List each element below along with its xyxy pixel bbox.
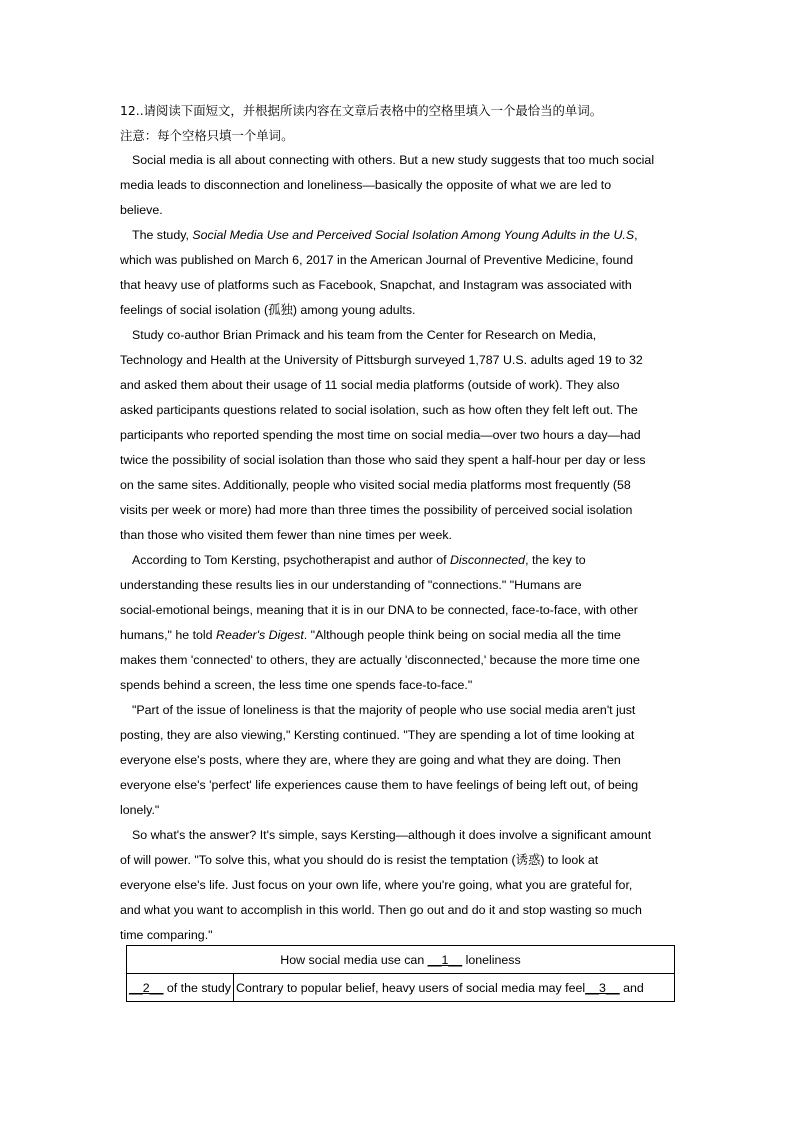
table-content-cell: Contrary to popular belief, heavy users of social media may feel__3__ and <box>233 974 674 1002</box>
paragraph-3: Study co-author Brian Primack and his team from the Center for Research on Media, Technology and Health at the University of Pittsburgh surveyed 1,787 U.S. adults aged 19 to 32 and asked them about their usage of 11 social media platforms (outside of work). They also asked participants questions related to social isolation, such as how often they felt left out. The participants who reported spending the most time on social media—over two hours a day—had twice the possibility of social isolation than those who said they spent a half-hour per day or less on the same sites. Additionally, people who visited social media platforms most frequently (58 visits per week or more) had more than three times the possibility of perceived social isolation than those who visited them fewer than nine times per week. <box>120 328 646 542</box>
document-page <box>120 98 675 948</box>
blank-2[interactable]: __2__ <box>129 980 164 995</box>
book-title: Disconnected <box>449 553 526 567</box>
paragraph-1: Social media is all about connecting with others. But a new study suggests that too much social media leads to disconnection and loneliness—basically the opposite of what we are led to believe. <box>120 153 655 217</box>
study-title: Social Media Use and Perceived Social Isolation Among Young Adults in the U.S <box>192 228 635 242</box>
paragraph-6: So what's the answer? It's simple, says Kersting—although it does involve a significant amount of will power. "To solve this, what you should do is resist the temptation (诱惑) to look at everyone else's life. Just focus on your own life, where you're going, what you are grateful for, and what you want to accomplish in this world. Then go out and do it and stop wasting so much time comparing." <box>120 828 652 942</box>
paragraph-4: According to Tom Kersting, psychotherapist and author of Disconnected, the key to understanding these results lies in our understanding of "connections." "Humans are social-emotional beings, meaning that it is in our DNA to be connected, face-to-face, with other humans," he told Reader's Digest. "Although people think being on social media all the time makes them 'connected' to others, they are actually 'disconnected,' because the more time one spends behind a screen, the less time one spends face-to-face." <box>120 553 640 692</box>
blank-1[interactable]: __1__ <box>427 952 463 967</box>
paragraph-2: The study, Social Media Use and Perceived Social Isolation Among Young Adults in the U.S, which was published on March 6, 2017 in the American Journal of Preventive Medicine, found that heavy use of platforms such as Facebook, Snapchat, and Instagram was associated with feelings of social isolation (孤独) among young adults. <box>120 228 638 317</box>
table-title-cell: How social media use can __1__ loneliness <box>127 946 675 974</box>
instruction-line-1: 12..请阅读下面短文，并根据所读内容在文章后表格中的空格里填入一个最恰当的单词。 <box>120 103 603 118</box>
answer-table <box>126 945 675 1002</box>
blank-3[interactable]: __3__ <box>585 980 620 995</box>
table-row <box>127 974 675 1002</box>
table-label-cell: __2__ of the study <box>127 974 234 1002</box>
instruction-line-2: 注意：每个空格只填一个单词。 <box>120 128 294 143</box>
paragraph-5: "Part of the issue of loneliness is that the majority of people who use social media aren't just posting, they are also viewing," Kersting continued. "They are spending a lot of time looking at everyone else's posts, where they are, where they are going and what they are doing. Then everyone else's 'perfect' life experiences cause them to have feelings of being left out, of being lonely." <box>120 703 639 817</box>
magazine-title: Reader's Digest <box>216 628 304 642</box>
table-title-row <box>127 946 675 974</box>
